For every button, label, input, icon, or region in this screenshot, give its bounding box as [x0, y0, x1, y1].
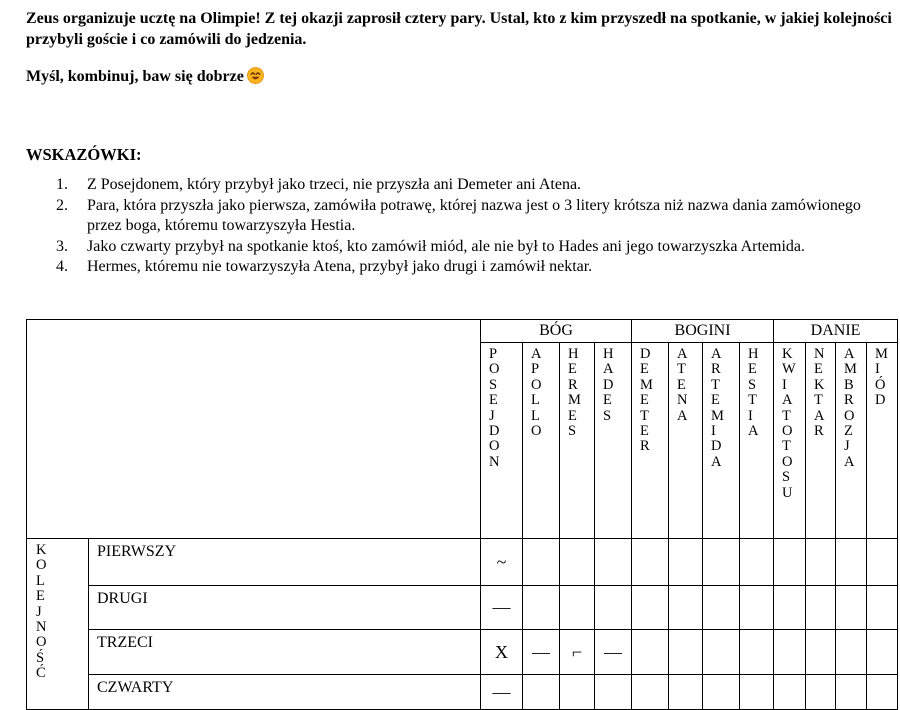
grid-cell[interactable] — [595, 539, 632, 586]
table-row — [27, 539, 898, 586]
column-header-label: HERMES — [568, 346, 581, 440]
column-header — [560, 343, 595, 539]
grid-cell[interactable] — [867, 586, 898, 630]
column-header — [481, 343, 523, 539]
grid-cell[interactable] — [740, 630, 774, 675]
motto-text — [26, 66, 264, 87]
grid-cell[interactable] — [595, 675, 632, 710]
grid-cell[interactable] — [669, 539, 703, 586]
grid-cell[interactable] — [669, 586, 703, 630]
column-header — [740, 343, 774, 539]
grid-cell[interactable] — [669, 630, 703, 675]
grid-cell[interactable] — [523, 675, 560, 710]
grid-cell[interactable] — [560, 675, 595, 710]
column-header-label: HESTIA — [748, 346, 759, 440]
grid-cell[interactable] — [740, 539, 774, 586]
grid-cell[interactable] — [523, 539, 560, 586]
side-label-cell — [27, 539, 89, 710]
grid-cell[interactable] — [523, 586, 560, 630]
grid-cell[interactable]: — — [523, 630, 560, 675]
hint-item — [26, 175, 886, 196]
grid-cell[interactable] — [560, 586, 595, 630]
column-header-label: APOLLO — [531, 346, 542, 440]
grid-cell[interactable] — [806, 630, 836, 675]
grid-cell[interactable] — [867, 675, 898, 710]
intro-text: Zeus organizuje ucztę na Olimpie! Z tej okazji zaprosił cztery pary. Ustal, kto z kim przyszedł na spotkanie, w jakiej kolejności przybyli goście i co zamówili do jedzenia. — [26, 10, 892, 48]
table-row — [27, 630, 898, 675]
grid-cell[interactable] — [632, 630, 669, 675]
grid-cell[interactable] — [774, 675, 806, 710]
side-label: KOLEJNOŚĆ — [36, 542, 47, 682]
column-header-label: ATENA — [677, 346, 688, 424]
smiley-icon — [247, 67, 264, 84]
row-label: DRUGI — [89, 586, 481, 630]
column-header-label: AMBROZJA — [844, 346, 857, 470]
hint-number: 3. — [56, 237, 68, 255]
hint-item — [26, 257, 886, 278]
hints-title: WSKAZÓWKI: — [26, 145, 142, 164]
column-header-label: ARTEMIDA — [711, 346, 724, 470]
grid-cell[interactable]: — — [481, 586, 523, 630]
grid-cell[interactable]: ~ — [481, 539, 523, 586]
grid-cell[interactable] — [595, 586, 632, 630]
column-header — [669, 343, 703, 539]
grid-cell[interactable] — [703, 630, 740, 675]
grid-cell[interactable] — [867, 630, 898, 675]
grid-cell[interactable] — [703, 586, 740, 630]
hint-number: 1. — [56, 176, 68, 193]
grid-cell[interactable]: — — [481, 675, 523, 710]
column-header — [632, 343, 669, 539]
column-header — [595, 343, 632, 539]
hint-text: Z Posejdonem, który przybył jako trzeci, nie przyszła ani Demeter ani Atena. — [87, 176, 582, 193]
grid-cell[interactable] — [703, 675, 740, 710]
grid-cell[interactable] — [806, 675, 836, 710]
grid-cell[interactable] — [806, 539, 836, 586]
grid-cell[interactable] — [632, 539, 669, 586]
hint-item — [26, 237, 886, 258]
grid-corner — [27, 320, 481, 539]
grid-cell[interactable] — [560, 539, 595, 586]
column-header-label: POSEJDON — [489, 346, 500, 470]
grid-cell[interactable] — [836, 539, 867, 586]
hint-number: 2. — [56, 196, 68, 214]
group-header-gods: BÓG — [481, 320, 632, 343]
table-row — [27, 586, 898, 630]
column-header — [867, 343, 898, 539]
column-header — [806, 343, 836, 539]
grid-cell[interactable] — [740, 586, 774, 630]
grid-cell[interactable] — [774, 586, 806, 630]
hint-text: Jako czwarty przybył na spotkanie ktoś, kto zamówił miód, ale nie był to Hades ani jego towarzyszka Artemida. — [87, 237, 806, 255]
column-header-label: DEMETER — [640, 346, 653, 455]
group-header-dishes: DANIE — [774, 320, 898, 343]
grid-cell[interactable] — [836, 630, 867, 675]
hint-text: Para, która przyszła jako pierwsza, zamówiła potrawę, której nazwa jest o 3 litery krótsza niż nazwa dania zamówionego przez boga, któremu towarzyszyła Hestia. — [87, 196, 861, 234]
grid-cell[interactable] — [632, 675, 669, 710]
grid-cell[interactable]: ⌐ — [560, 630, 595, 675]
row-label: PIERWSZY — [89, 539, 481, 586]
grid-cell[interactable] — [774, 539, 806, 586]
row-label: CZWARTY — [89, 675, 481, 710]
hint-number: 4. — [56, 258, 68, 275]
column-header-label: NEKTAR — [814, 346, 825, 440]
grid-cell[interactable] — [703, 539, 740, 586]
hint-text: Hermes, któremu nie towarzyszyła Atena, przybył jako drugi i zamówił nektar. — [87, 258, 593, 275]
column-header-label: MIÓD — [875, 346, 888, 409]
grid-cell[interactable] — [740, 675, 774, 710]
group-header-goddesses: BOGINI — [632, 320, 774, 343]
grid-cell[interactable]: X — [481, 630, 523, 675]
grid-cell[interactable] — [836, 675, 867, 710]
column-header — [703, 343, 740, 539]
grid-cell[interactable] — [669, 675, 703, 710]
grid-cell[interactable] — [867, 539, 898, 586]
grid-cell[interactable] — [836, 586, 867, 630]
column-header — [774, 343, 806, 539]
grid-cell[interactable] — [774, 630, 806, 675]
grid-cell[interactable] — [632, 586, 669, 630]
column-header — [523, 343, 560, 539]
motto-label: Myśl, kombinuj, baw się dobrze — [26, 68, 244, 85]
hints-list — [26, 175, 886, 278]
hint-item — [26, 196, 886, 237]
column-header-label: HADES — [603, 346, 614, 424]
row-label: TRZECI — [89, 630, 481, 675]
grid-cell[interactable] — [806, 586, 836, 630]
table-row — [27, 675, 898, 710]
grid-cell[interactable]: — — [595, 630, 632, 675]
column-header-label: KWIATOTOSU — [782, 346, 796, 501]
column-header — [836, 343, 867, 539]
logic-grid — [26, 319, 898, 710]
